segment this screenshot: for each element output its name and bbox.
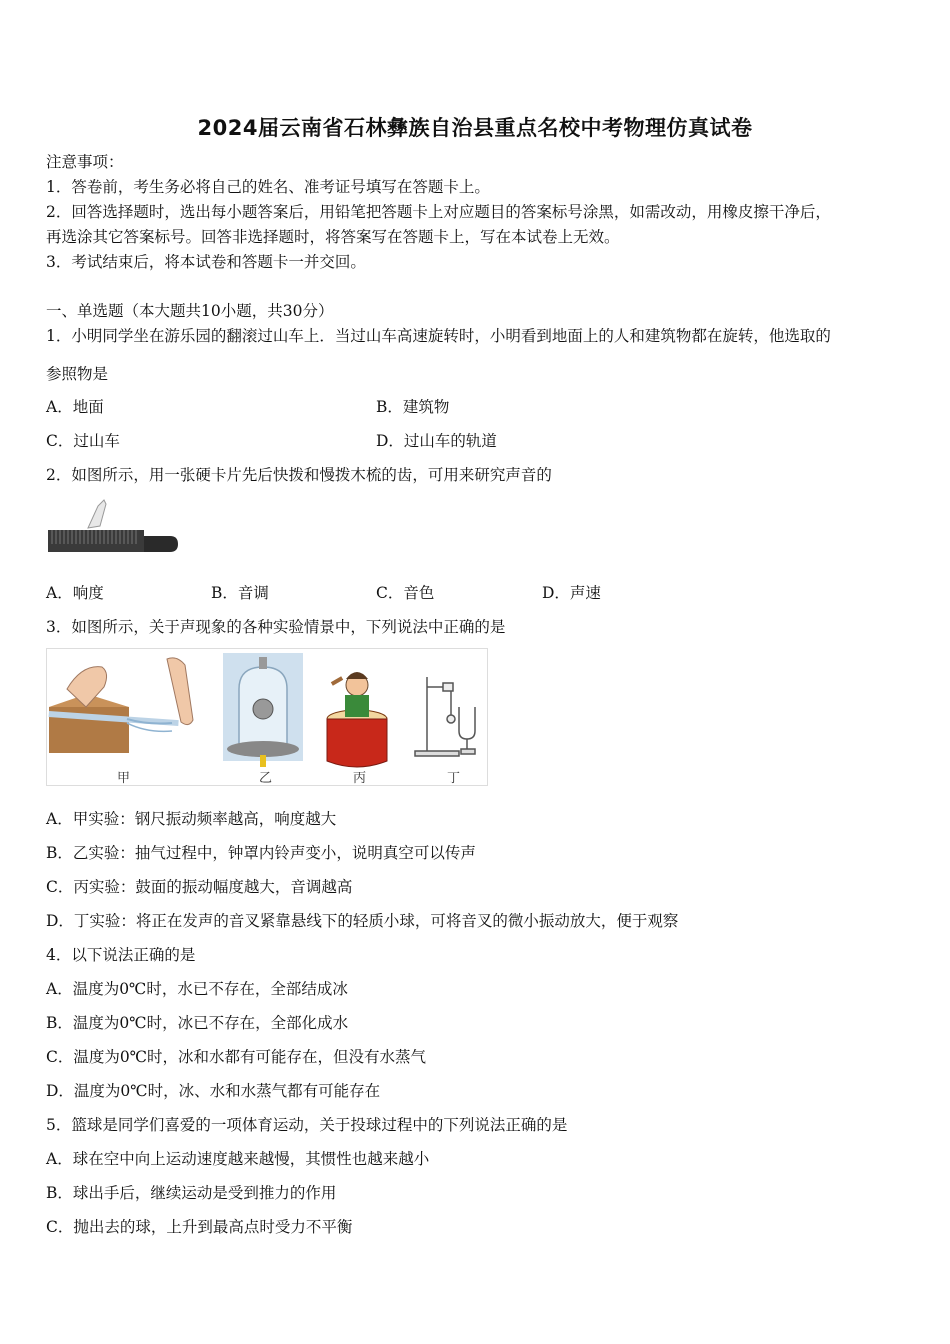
q3-option-d[interactable]: D．丁实验：将正在发声的音叉紧靠悬线下的轻质小球，可将音叉的微小振动放大，便于观察 [46,912,679,930]
section-heading: 一、单选题（本大题共10小题，共30分） [46,302,334,320]
q2-option-d[interactable]: D．声速 [542,584,601,602]
q1-option-a[interactable]: A．地面 [46,398,104,416]
comb-figure [46,496,181,564]
q4-option-a[interactable]: A．温度为0℃时，水已不存在，全部结成冰 [46,980,348,998]
question-2-stem: 2．如图所示，用一张硬卡片先后快拨和慢拨木梳的齿，可用来研究声音的 [46,466,552,484]
figure-label-jia: 甲 [117,771,131,786]
q2-option-b[interactable]: B．音调 [211,584,269,602]
question-3-stem: 3．如图所示，关于声现象的各种实验情景中，下列说法中正确的是 [46,618,506,636]
bell-jar-image [223,653,303,767]
q5-option-a[interactable]: A．球在空中向上运动速度越来越慢，其惯性也越来越小 [46,1150,430,1168]
q5-option-c[interactable]: C．抛出去的球，上升到最高点时受力不平衡 [46,1218,353,1236]
sound-experiments-figure [46,648,488,786]
q3-option-a[interactable]: A．甲实验：钢尺振动频率越高，响度越大 [46,810,337,828]
q1-option-c[interactable]: C．过山车 [46,432,120,450]
page-title: 2024届云南省石林彝族自治县重点名校中考物理仿真试卷 [197,116,753,140]
ruler-experiment-image [49,658,193,753]
q1-option-d[interactable]: D．过山车的轨道 [376,432,497,450]
figure-label-ding: 丁 [447,771,461,786]
question-5-stem: 5．篮球是同学们喜爱的一项体育运动，关于投球过程中的下列说法正确的是 [46,1116,568,1134]
q3-option-b[interactable]: B．乙实验：抽气过程中，钟罩内铃声变小，说明真空可以传声 [46,844,476,862]
q3-option-c[interactable]: C．丙实验：鼓面的振动幅度越大，音调越高 [46,878,353,896]
notice-item: 1．答卷前，考生务必将自己的姓名、准考证号填写在答题卡上。 [46,178,490,196]
figure-label-bing: 丙 [353,771,367,786]
q4-option-d[interactable]: D．温度为0℃时，冰、水和水蒸气都有可能存在 [46,1082,381,1100]
notice-heading: 注意事项： [46,153,124,171]
q4-option-b[interactable]: B．温度为0℃时，冰已不存在，全部化成水 [46,1014,349,1032]
question-4-stem: 4．以下说法正确的是 [46,946,196,964]
q1-option-b[interactable]: B．建筑物 [376,398,450,416]
notice-item: 2．回答选择题时，选出每小题答案后，用铅笔把答题卡上对应题目的答案标号涂黑，如需改动，用橡皮擦干净后， [46,203,831,221]
q2-option-c[interactable]: C．音色 [376,584,435,602]
figure-label-yi: 乙 [259,771,273,786]
notice-item: 再选涂其它答案标号。回答非选择题时，将答案写在答题卡上，写在本试卷上无效。 [46,228,620,246]
drum-image [327,672,387,767]
question-1-stem: 1．小明同学坐在游乐园的翻滚过山车上．当过山车高速旋转时，小明看到地面上的人和建筑物都在旋转，他选取的 [46,327,831,345]
notice-item: 3．考试结束后，将本试卷和答题卡一并交回。 [46,253,366,271]
q2-option-a[interactable]: A．响度 [46,584,104,602]
q5-option-b[interactable]: B．球出手后，继续运动是受到推力的作用 [46,1184,337,1202]
tuning-fork-image [415,677,475,756]
question-1-stem-cont: 参照物是 [46,365,109,383]
q4-option-c[interactable]: C．温度为0℃时，冰和水都有可能存在，但没有水蒸气 [46,1048,427,1066]
